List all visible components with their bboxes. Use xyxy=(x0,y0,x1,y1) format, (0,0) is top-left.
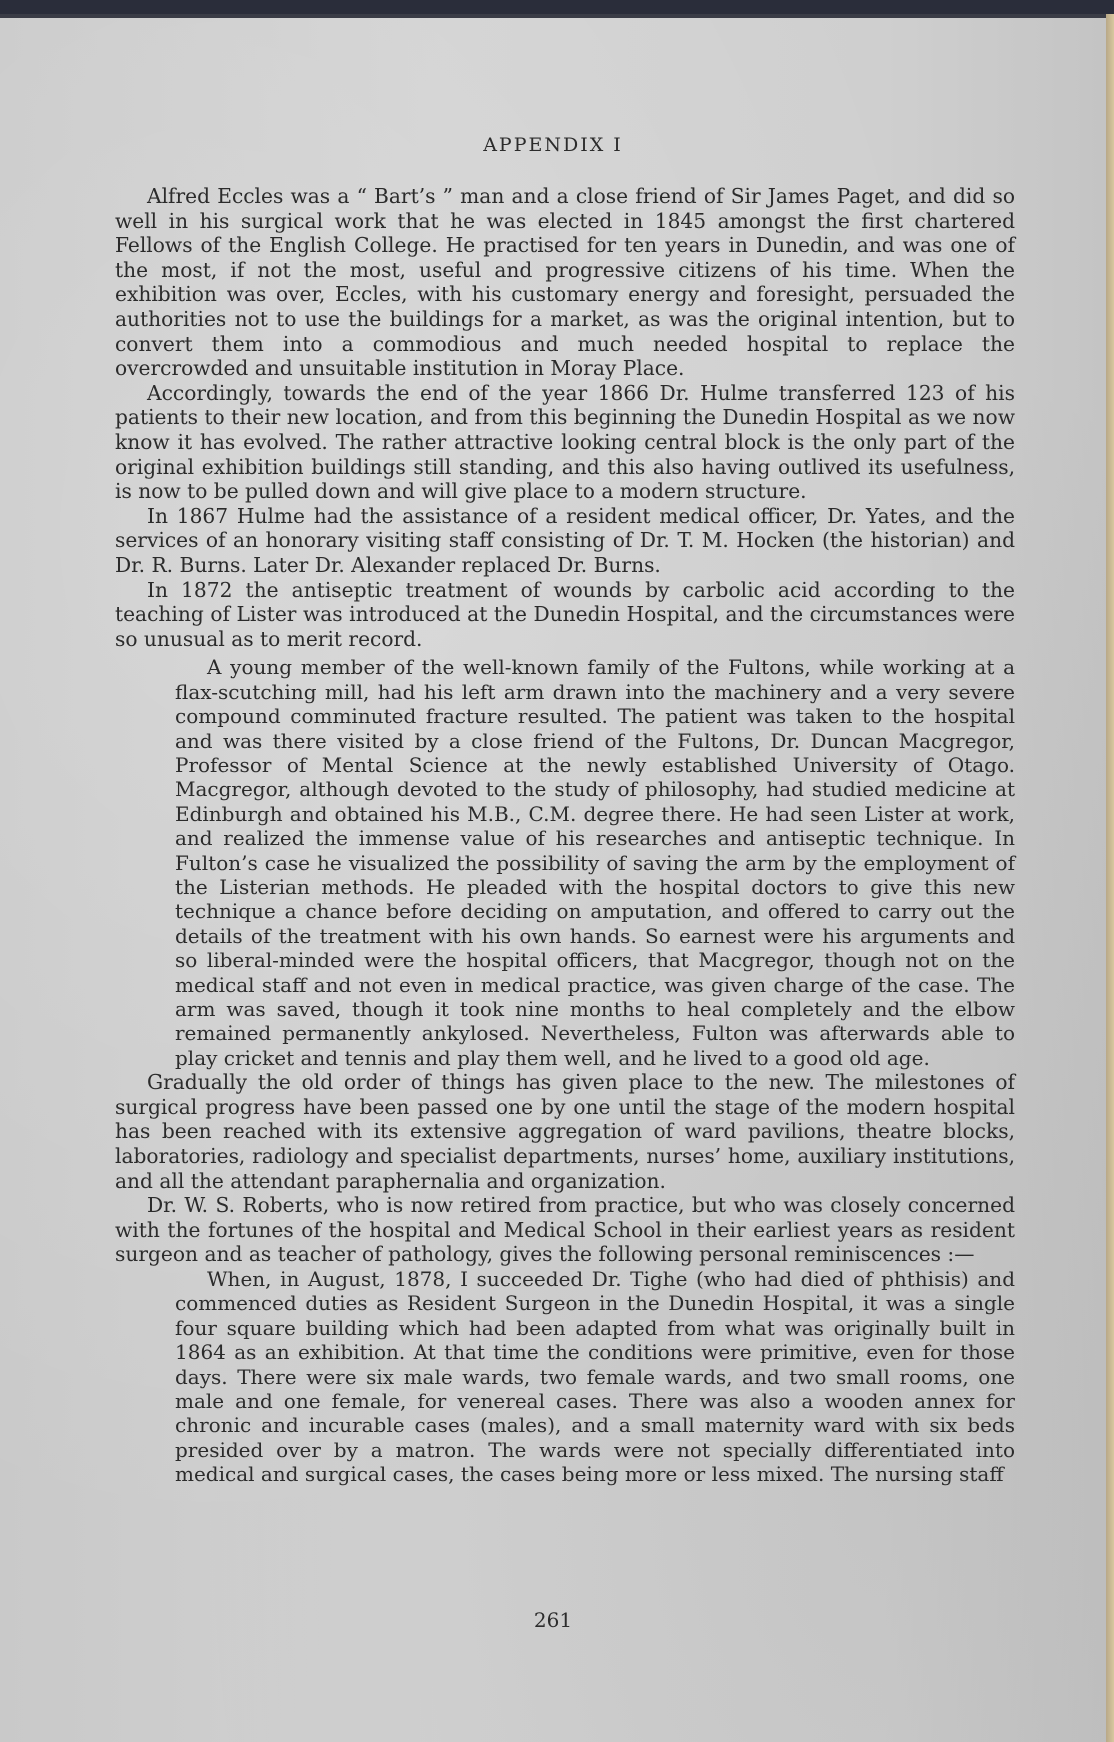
running-head: APPENDIX I xyxy=(483,134,623,156)
book-page xyxy=(0,14,1106,1742)
paragraph: In 1867 Hulme had the assistance of a resident medical officer, Dr. Yates, and the services of an honorary visiting staff consisting of Dr. T. M. Hocken (the historian) and Dr. R. Burns. Later Dr. Alexander replaced Dr. Burns. xyxy=(115,503,1015,577)
paragraph: Gradually the old order of things has given place to the new. The milestones of surgical progress have been passed one by one until the stage of the modern hospital has been reached with its extensive aggregation of ward pavilions, theatre blocks, laboratories, radiology and specialist departments, nurses’ home, auxiliary institutions, and all the attendant paraphernalia and organization. xyxy=(115,1070,1015,1193)
paragraph: Accordingly, towards the end of the year 1866 Dr. Hulme transferred 123 of his patients to their new location, and from this beginning the Dunedin Hospital as we now know it has evolved. The rather attractive looking central block is the only part of the original exhibition buildings still standing, and this also having outlived its usefulness, is now to be pulled down and will give place to a modern structure. xyxy=(115,380,1015,504)
body-text xyxy=(115,184,1015,1487)
paragraph: Dr. W. S. Roberts, who is now retired from practice, but who was closely concerned with the fortunes of the hospital and Medical School in their earliest years as resident surgeon and as teacher of pathology, gives the following personal reminiscences :— xyxy=(115,1193,1015,1267)
page-number: 261 xyxy=(533,1608,573,1632)
block-quote: When, in August, 1878, I succeeded Dr. Tighe (who had died of phthisis) and commenced duties as Resident Surgeon in the Dunedin Hospital, it was a single four square building which had been adapted from what was originally built in 1864 as an exhibition. At that time the conditions were primitive, even for those days. There were six male wards, two female wards, and two small rooms, one male and one female, for venereal cases. There was also a wooden annex for chronic and incurable cases (males), and a small maternity ward with six beds presided over by a matron. The wards were not specially differentiated into medical and surgical cases, the cases being more or less mixed. The nursing staff xyxy=(175,1266,1015,1487)
block-quote: A young member of the well-known family of the Fultons, while working at a flax-scutching mill, had his left arm drawn into the machinery and a very severe compound comminuted fracture resulted. The patient was taken to the hospital and was there visited by a close friend of the Fultons, Dr. Duncan Macgregor, Professor of Mental Science at the newly established University of Otago. Macgregor, although devoted to the study of philosophy, had studied medicine at Edinburgh and obtained his M.B., C.M. degree there. He had seen Lister at work, and realized the immense value of his researches and antiseptic technique. In Fulton’s case he visualized the possibility of saving the arm by the employment of the Listerian methods. He pleaded with the hospital doctors to give this new technique a chance before deciding on amputation, and offered to carry out the details of the treatment with his own hands. So earnest were his arguments and so liberal-minded were the hospital officers, that Macgregor, though not on the medical staff and not even in medical practice, was given charge of the case. The arm was saved, though it took nine months to heal completely and the elbow remained permanently ankylosed. Nevertheless, Fulton was afterwards able to play cricket and tennis and play them well, and he lived to a good old age. xyxy=(175,655,1015,1070)
page-edge xyxy=(1106,14,1114,1742)
paragraph: In 1872 the antiseptic treatment of wounds by carbolic acid according to the teaching of Lister was introduced at the Dunedin Hospital, and the circumstances were so unusual as to merit record. xyxy=(115,577,1015,651)
paragraph: Alfred Eccles was a “ Bart’s ” man and a close friend of Sir James Paget, and did so well in his surgical work that he was elected in 1845 amongst the first chartered Fellows of the English College. He practised for ten years in Dunedin, and was one of the most, if not the most, useful and progressive citizens of his time. When the exhibition was over, Eccles, with his customary energy and foresight, persuaded the authorities not to use the buildings for a market, as was the original intention, but to convert them into a commodious and much needed hospital to replace the overcrowded and unsuitable institution in Moray Place. xyxy=(115,184,1015,381)
